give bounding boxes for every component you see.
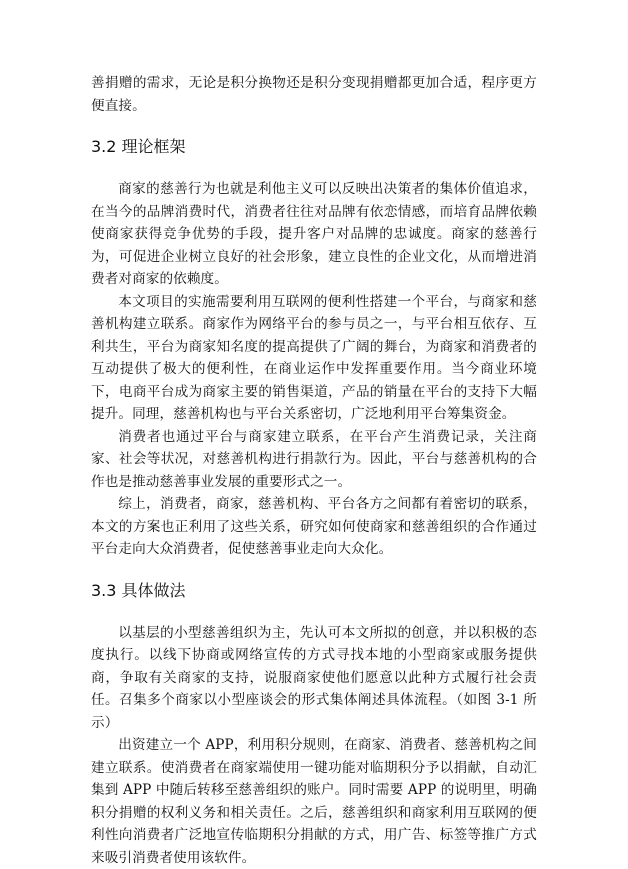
section-3-2-heading: 3.2 理论框架	[91, 137, 186, 156]
section-3-3-paragraph: 以基层的小型慈善组织为主，先认可本文所拟的创意，并以积极的态度执行。以线下协商或网络宣传的方式寻找本地的小型商家或服务提供商，争取有关商家的支持，说服商家使他们愿意以此种方式履行社会责任。召集多个商家以小型座谈会的形式集体阐述具体流程。（如图 3-1 所示）	[91, 624, 537, 731]
section-3-2-paragraph: 消费者也通过平台与商家建立联系，在平台产生消费记录，关注商家、社会等状况，对慈善机构进行捐款行为。因此，平台与慈善机构的合作也是推动慈善事业发展的重要形式之一。	[91, 428, 537, 490]
intro-continuation-paragraph: 善捐赠的需求，无论是积分换物还是积分变现捐赠都更加合适，程序更方便直接。	[91, 75, 537, 114]
section-3-3-paragraph: 出资建立一个 APP，利用积分规则，在商家、消费者、慈善机构之间建立联系。使消费者在商家端使用一键功能对临期积分予以捐献，自动汇集到 APP 中随后转移至慈善组织的账户。同时需要 APP 的说明里，明确积分捐赠的权利义务和相关责任。之后，慈善组织和商家利用互联网的便利性向消费者广泛地宣传临期积分捐献的方式，用广告、标签等推广方式来吸引消费者使用该软件。	[91, 737, 537, 866]
section-3-2-paragraph: 商家的慈善行为也就是利他主义可以反映出决策者的集体价值追求，在当今的品牌消费时代，消费者往往对品牌有依恋情感，而培育品牌依赖使商家获得竞争优势的手段，提升客户对品牌的忠诚度。商家的慈善行为，可促进企业树立良好的社会形象，建立良性的企业文化，从而增进消费者对商家的依赖度。	[91, 181, 537, 287]
section-3-2-paragraph: 综上，消费者，商家，慈善机构、平台各方之间都有着密切的联系，本文的方案也正利用了这些关系，研究如何使商家和慈善组织的合作通过平台走向大众消费者，促使慈善事业走向大众化。	[91, 496, 537, 557]
section-3-3-heading: 3.3 具体做法	[91, 580, 186, 600]
section-3-2-paragraph: 本文项目的实施需要利用互联网的便利性搭建一个平台，与商家和慈善机构建立联系。商家作为网络平台的参与员之一，与平台相互依存、互利共生，平台为商家知名度的提高提供了广阔的舞台，为商家和消费者的互动提供了极大的便利性，在商业运作中发挥重要作用。当今商业环境下，电商平台成为商家主要的销售渠道，产品的销量在平台的支持下大幅提升。同理，慈善机构也与平台关系密切，广泛地利用平台筹集资金。	[91, 293, 537, 422]
document-body	[91, 72, 537, 869]
